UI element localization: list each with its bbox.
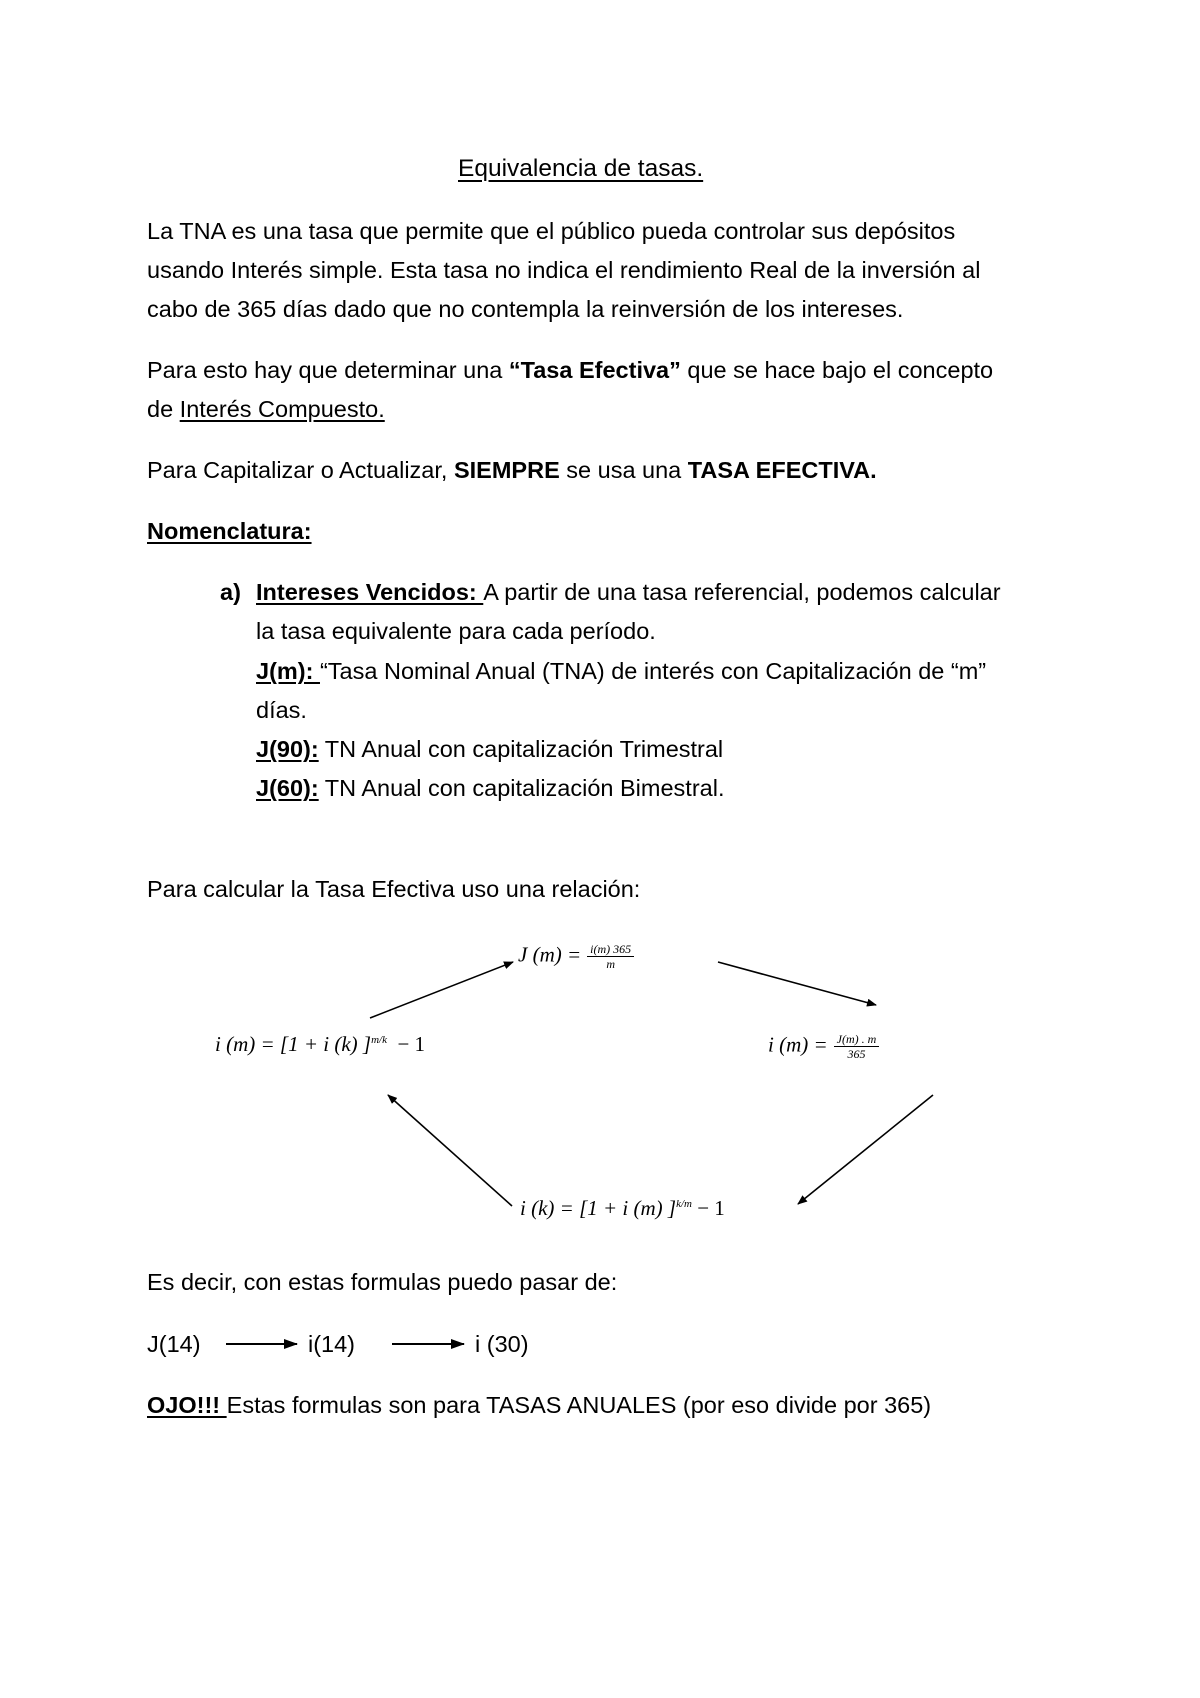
paragraph3-mid: se usa una <box>559 457 688 483</box>
jm-text: “Tasa Nominal Anual (TNA) de interés con Capitalización de “m” <box>319 658 987 684</box>
formula-right-numerator: J(m) . m <box>834 1032 880 1047</box>
formula-left-lhs: i (m) = [1 + i (k) ] <box>215 1032 372 1056</box>
intereses-vencidos-heading: Intereses Vencidos: <box>256 579 484 605</box>
relation-intro: Para calcular la Tasa Efectiva uso una relación: <box>147 876 641 902</box>
formula-top-denominator: m <box>606 957 615 971</box>
j90-text: TN Anual con capitalización Trimestral <box>318 736 724 762</box>
tasa-efectiva-term: Tasa Efectiva <box>520 357 670 383</box>
arrow-top-to-right <box>718 962 876 1005</box>
list-a-line2: la tasa equivalente para cada período. <box>256 618 656 644</box>
ojo-label: OJO!!! <box>147 1392 227 1418</box>
j60-label: J(60): <box>256 775 319 801</box>
arrow-left-to-top <box>370 962 513 1018</box>
es-decir-text: Es decir, con estas formulas puedo pasar de: <box>147 1269 618 1295</box>
jm-label: J(m): <box>256 658 320 684</box>
ojo-note <box>147 1390 931 1420</box>
page-title: Equivalencia de tasas. <box>458 155 704 182</box>
paragraph3-pre: Para Capitalizar o Actualizar, <box>147 457 454 483</box>
j90-label: J(90): <box>256 736 319 762</box>
formula-bottom-exponent: k/m <box>676 1198 692 1210</box>
paragraph2-line2-pre: de <box>147 396 180 422</box>
interes-compuesto-term: Interés Compuesto. <box>179 396 385 422</box>
list-a-line1-rest: A partir de una tasa referencial, podemos calcular <box>483 579 1001 605</box>
jm-text-continued: días. <box>256 697 307 723</box>
chain-i30: i (30) <box>475 1331 529 1357</box>
chain-j14: J(14) <box>147 1331 201 1357</box>
chain-i14: i(14) <box>308 1331 356 1357</box>
siempre-term: SIEMPRE <box>453 457 560 483</box>
formula-left-exponent: m/k <box>371 1034 387 1046</box>
formula-right-denominator: 365 <box>847 1047 866 1061</box>
close-quote: ” <box>669 357 681 383</box>
formula-bottom-lhs: i (k) = [1 + i (m) ] <box>520 1196 677 1220</box>
paragraph2-text: Para esto hay que determinar una <box>147 357 509 383</box>
list-marker-a: a) <box>220 579 241 605</box>
paragraph2-text-post: que se hace bajo el concepto <box>680 357 994 383</box>
nomenclatura-heading: Nomenclatura: <box>147 518 312 544</box>
paragraph1-line2: usando Interés simple. Esta tasa no indica el rendimiento Real de la inversión al <box>147 257 981 283</box>
formula-left-tail: − 1 <box>397 1032 426 1056</box>
open-quote: “ <box>508 357 521 383</box>
j60-text: TN Anual con capitalización Bimestral. <box>318 775 725 801</box>
arrow-right-to-bottom <box>798 1095 933 1204</box>
tasa-efectiva-caps: TASA EFECTIVA. <box>687 457 877 483</box>
ojo-text: Estas formulas son para TASAS ANUALES (por eso divide por 365) <box>226 1392 932 1418</box>
formula-top-numerator: i(m) 365 <box>587 942 634 957</box>
paragraph1-line1: La TNA es una tasa que permite que el público pueda controlar sus depósitos <box>147 218 956 244</box>
paragraph1-line3: cabo de 365 días dado que no contempla la reinversión de los intereses. <box>147 296 904 322</box>
formula-top-lhs: J (m) = <box>518 942 582 967</box>
formula-bottom-tail: − 1 <box>697 1196 725 1220</box>
formula-right-lhs: i (m) = <box>768 1032 828 1057</box>
arrow-bottom-to-left <box>388 1095 512 1206</box>
